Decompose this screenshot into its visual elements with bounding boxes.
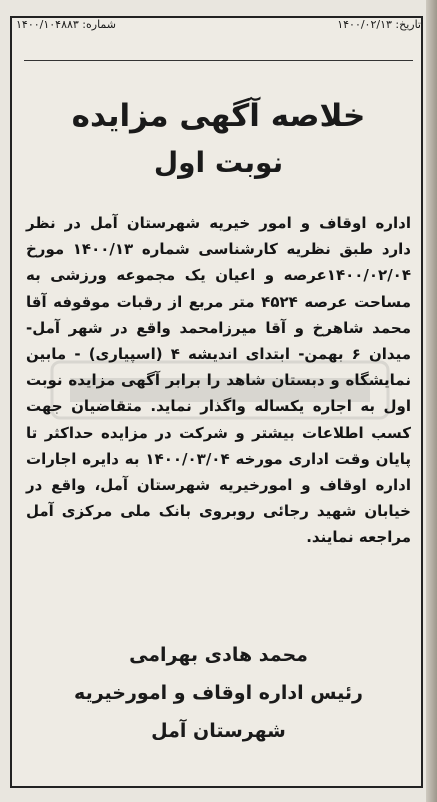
notice-meta bbox=[16, 18, 421, 36]
number-label: شماره: ۱۴۰۰/۱۰۴۸۸۳ bbox=[16, 18, 117, 31]
notice-title: خلاصه آگهی مزایده bbox=[71, 98, 366, 134]
signatory-name: محمد هادی بهرامی bbox=[129, 644, 308, 666]
signatory-position: رئیس اداره اوقاف و امورخیریه bbox=[74, 682, 363, 704]
notice-subtitle: نوبت اول bbox=[153, 146, 284, 179]
header-divider bbox=[24, 60, 413, 61]
notice-body: اداره اوقاف و امور خیریه شهرستان آمل در نظر دارد طبق نظریه کارشناسی شماره ۱۴۰۰/۱۳ مورخ ۱۴۰۰/۰۲/۰۴عرصه و اعیان یک مجموعه ورزشی به مساحت عرصه ۴۵۲۴ متر مربع از رقبات موقوفه آقا محمد شاهرخ و آقا میرزامحمد واقع در شهر آمل-میدان ۶ بهمن- ابتدای اندیشه ۴ (اسپیاری) - مابین نمایشگاه و دبستان شاهد را برابر آگهی مزایده نوبت اول به اجاره یکساله واگذار نماید. متقاضیان جهت کسب اطلاعات بیشتر و شرکت در مزایده حداکثر تا پایان وقت اداری مورخه ۱۴۰۰/۰۳/۰۴ به دایره اجارات اداره اوقاف و امورخیریه شهرستان آمل، واقع در خیابان شهید رجائی روبروی بانک ملی مرکزی آمل مراجعه نمایند. bbox=[26, 214, 411, 547]
signatory-city: شهرستان آمل bbox=[151, 720, 286, 742]
date-label: تاریخ: ۱۴۰۰/۰۲/۱۳ bbox=[337, 18, 421, 31]
